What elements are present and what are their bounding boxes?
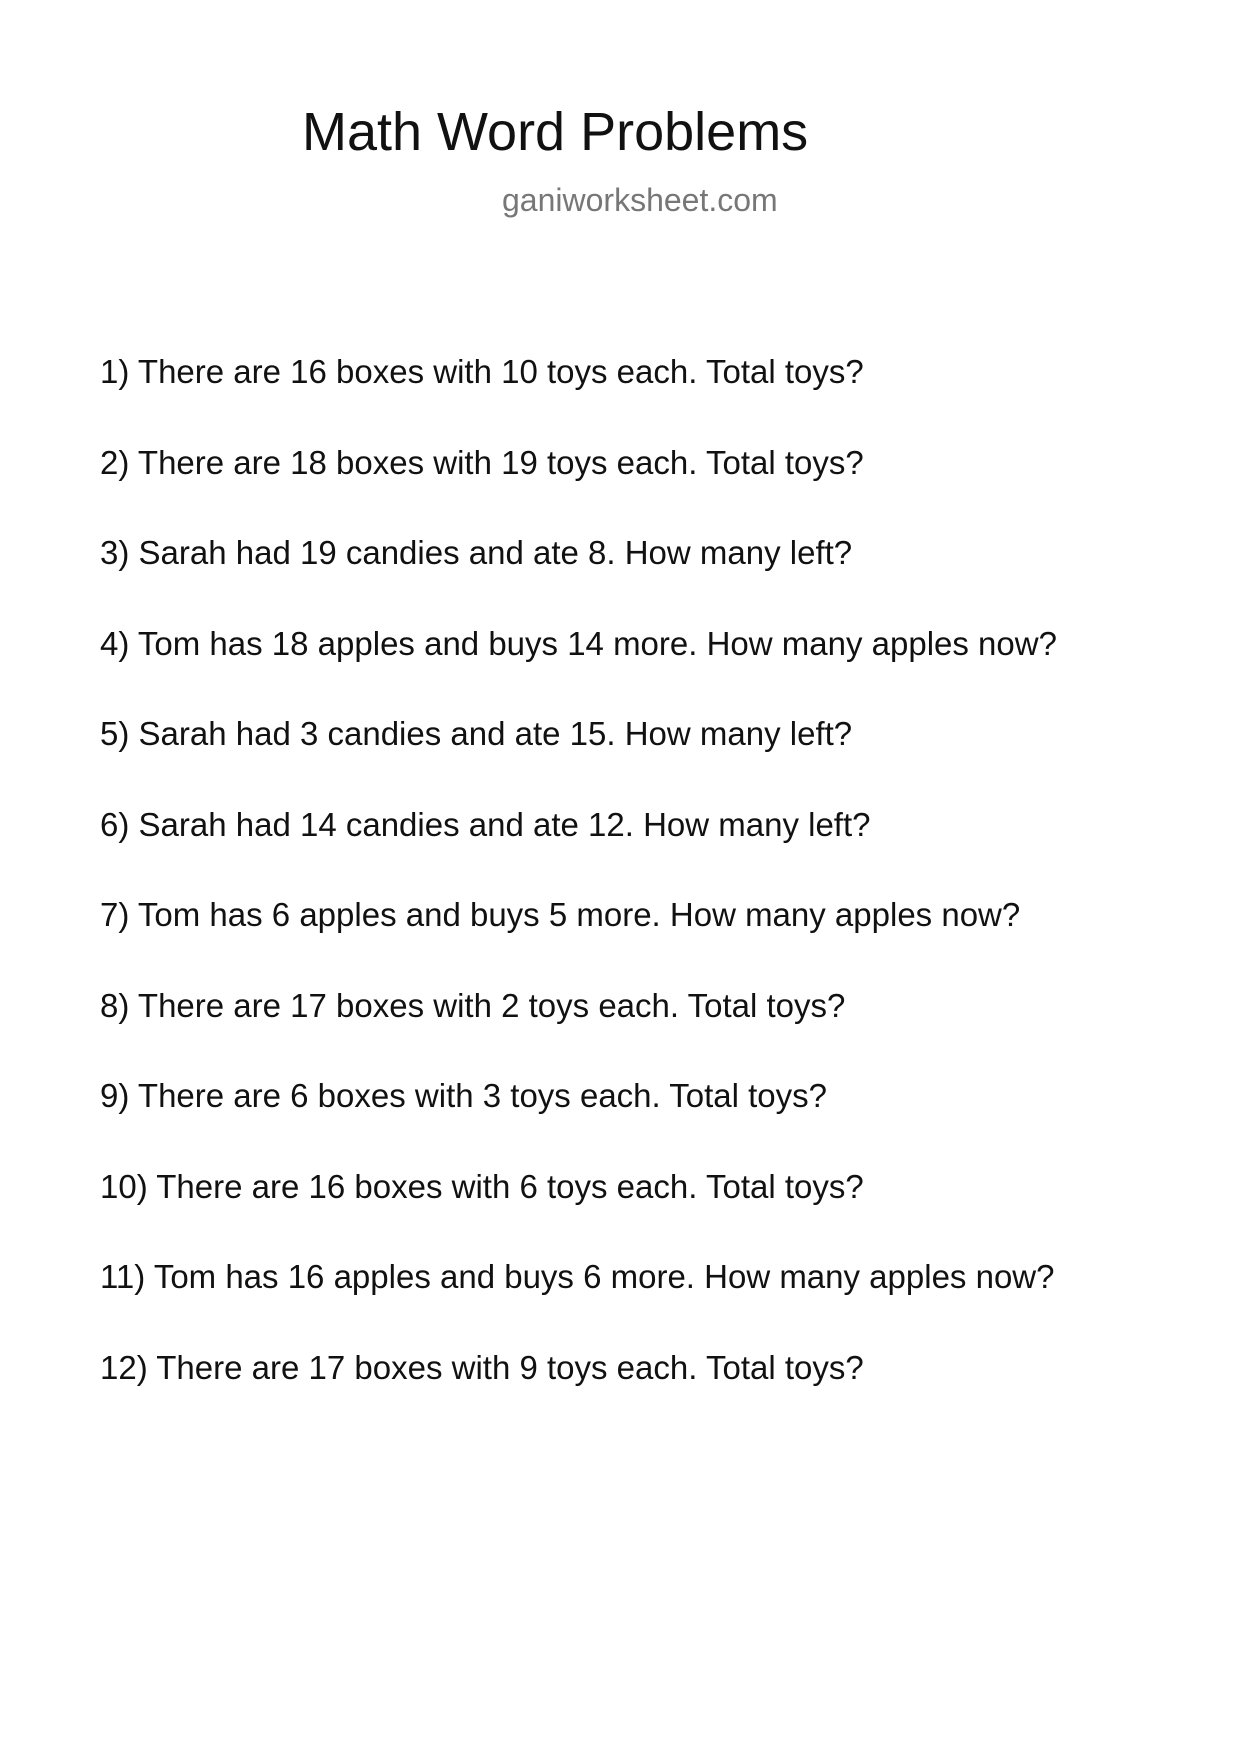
problem-item: 1) There are 16 boxes with 10 toys each. Total toys? <box>100 353 864 390</box>
page-title: Math Word Problems <box>302 102 809 162</box>
problem-item: 3) Sarah had 19 candies and ate 8. How many left? <box>100 534 853 571</box>
problem-item: 7) Tom has 6 apples and buys 5 more. How many apples now? <box>100 896 1021 933</box>
problem-item: 12) There are 17 boxes with 9 toys each. Total toys? <box>100 1348 864 1386</box>
problem-item: 9) There are 6 boxes with 3 toys each. Total toys? <box>100 1077 828 1114</box>
problem-list <box>100 349 1057 1435</box>
problem-item: 2) There are 18 boxes with 19 toys each. Total toys? <box>100 443 864 481</box>
problem-item: 8) There are 17 boxes with 2 toys each. Total toys? <box>100 986 846 1024</box>
problem-item: 5) Sarah had 3 candies and ate 15. How many left? <box>100 715 853 752</box>
problem-item: 4) Tom has 18 apples and buys 14 more. How many apples now? <box>100 624 1057 662</box>
problem-item: 6) Sarah had 14 candies and ate 12. How many left? <box>100 805 871 843</box>
problem-item: 11) Tom has 16 apples and buys 6 more. How many apples now? <box>100 1258 1055 1295</box>
site-name: ganiworksheet.com <box>502 182 778 218</box>
problem-item: 10) There are 16 boxes with 6 toys each. Total toys? <box>100 1167 864 1205</box>
